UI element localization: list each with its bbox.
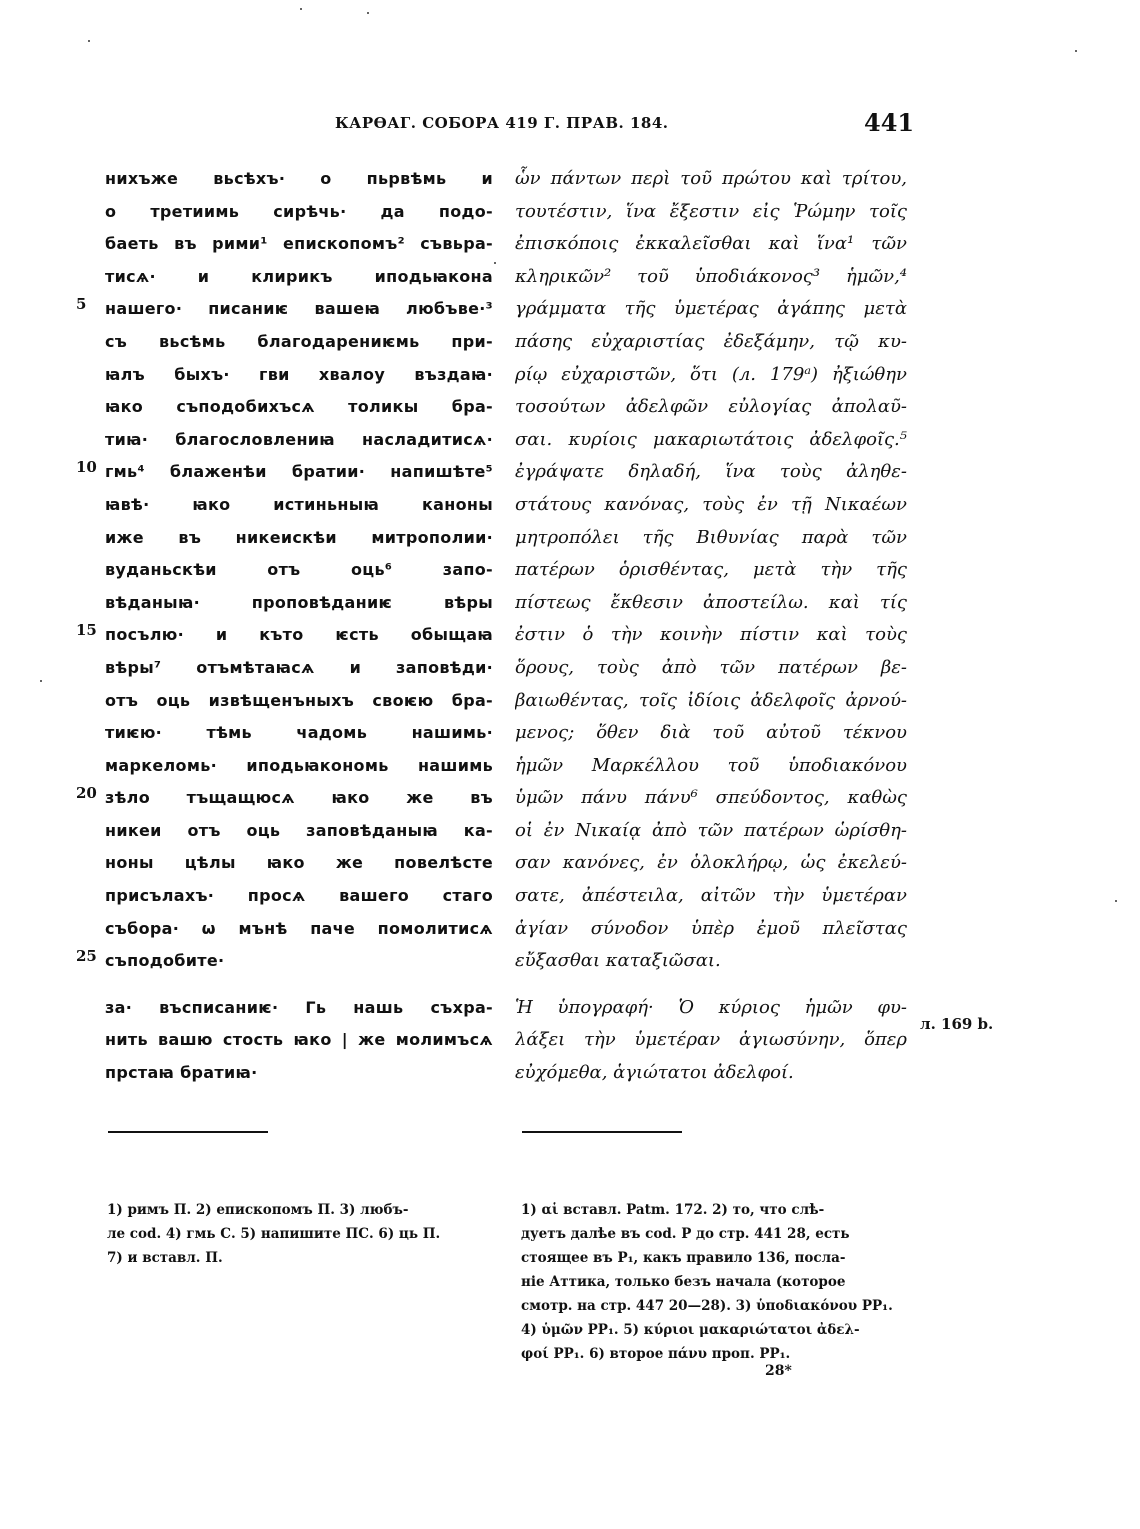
slavonic-line: нашего· писаниѥ вашеꙗ любъве·³	[105, 299, 493, 319]
slavonic-closing-line: прстаꙗ братиꙗ·	[105, 1063, 258, 1083]
greek-closing-line: εὐχόμεθα, ἁγιώτατοι ἀδελφοί.	[515, 1062, 794, 1084]
slavonic-line: иже въ никеискѣи митрополии·	[105, 527, 493, 547]
slavonic-line: вуданьскѣи отъ оць⁶ запо-	[105, 560, 493, 580]
greek-line: σαι. κυρίοις μακαριωτάτοις ἀδελφοῖς.⁵	[515, 428, 907, 450]
footnote-line: 1) αἱ вставл. Patm. 172. 2) то, что слѣ-	[521, 1202, 825, 1218]
footnote-line: 7) и вставл. П.	[107, 1250, 223, 1266]
line-number: 25	[76, 947, 97, 965]
slavonic-line: събора· ѡ мънѣ паче помолитисѧ	[105, 918, 493, 938]
slavonic-line: ꙗвѣ· ꙗко истиньныꙗ каноны	[105, 494, 493, 514]
greek-line: ἐπισκόποις ἐκκαλεῖσθαι καὶ ἵνα¹ τῶν	[515, 233, 907, 255]
slavonic-line: ноны цѣлы ꙗко же повелѣсте	[105, 853, 493, 873]
greek-line: κληρικῶν² τοῦ ὑποδιάκονος³ ἡμῶν,⁴	[515, 265, 907, 287]
footnote-line: смотр. на стр. 447 20—28). 3) ὑποδιακόνου PP₁.	[521, 1298, 893, 1314]
scan-speck	[367, 12, 369, 14]
greek-line: σατε, ἀπέστειλα, αἰτῶν τὴν ὑμετέραν	[515, 885, 907, 907]
margin-folio-note: л. 169 b.	[920, 1015, 994, 1033]
footnote-line: дуетъ далѣе въ cod. Р до стр. 441 28, есть	[521, 1226, 850, 1242]
page-header	[0, 108, 1140, 142]
slavonic-line: вѣры⁷ отъмѣтаꙗсѧ и заповѣди·	[105, 657, 493, 677]
slavonic-line: съ вьсѣмь благодарениѥмь при-	[105, 331, 493, 351]
page-number: 441	[864, 108, 915, 137]
slavonic-closing-line: за· въсписаниѥ· Гь нашь съхра-	[105, 997, 493, 1017]
greek-line: ἐστιν ὁ τὴν κοινὴν πίστιν καὶ τοὺς	[515, 624, 907, 646]
greek-line: ὅρους, τοὺς ἀπὸ τῶν πατέρων βε-	[515, 656, 907, 678]
greek-line: μητροπόλει τῆς Βιθυνίας παρὰ τῶν	[515, 526, 907, 548]
scan-speck	[40, 680, 42, 682]
greek-line: πατέρων ὁρισθέντας, μετὰ τὴν τῆς	[515, 559, 907, 581]
slavonic-line: ꙗко съподобихъсѧ толикы бра-	[105, 397, 493, 417]
scan-speck	[1115, 900, 1117, 902]
greek-line: ἐγράψατε δηλαδή, ἵνα τοὺς ἀληθε-	[515, 461, 907, 483]
line-number: 10	[76, 458, 97, 476]
slavonic-line: никеи отъ оць заповѣданыꙗ ка-	[105, 820, 493, 840]
greek-line: πάσης εὐχαριστίας ἐδεξάμην, τῷ κυ-	[515, 330, 907, 352]
greek-line: ἡμῶν Μαρκέλλου τοῦ ὑποδιακόνου	[515, 754, 907, 776]
greek-line: ἁγίαν σύνοδον ὑπὲρ ἐμοῦ πλεῖστας	[515, 917, 907, 939]
slavonic-column	[105, 163, 493, 1090]
footnotes-left	[107, 1198, 493, 1270]
footnote-line: ніе Аттика, только безъ начала (которое	[521, 1274, 846, 1290]
footnote-line: стоящее въ P₁, какъ правило 136, посла-	[521, 1250, 846, 1266]
greek-line: πίστεως ἔκθεσιν ἀποστείλω. καὶ τίς	[515, 591, 907, 613]
scan-speck	[494, 262, 496, 264]
slavonic-closing-line: нить вашю стость ꙗко | же молимъсѧ	[105, 1030, 493, 1050]
footnotes-right	[521, 1198, 911, 1366]
scan-speck	[1075, 50, 1077, 52]
slavonic-line: присълахъ· просѧ вашего стаго	[105, 886, 493, 906]
greek-line: εὔξασθαι καταξιῶσαι.	[515, 950, 721, 972]
slavonic-line: вѣданыꙗ· проповѣданиѥ вѣры	[105, 592, 493, 612]
line-number: 5	[76, 295, 87, 313]
scan-speck	[88, 40, 90, 42]
slavonic-line: тиѥю· тѣмь чадомь нашимь·	[105, 723, 493, 743]
footnote-line: 1) римъ П. 2) епископомъ П. 3) любъ-	[107, 1202, 409, 1218]
slavonic-line: зѣло тъщащюсѧ ꙗко же въ	[105, 788, 493, 808]
line-number: 20	[76, 784, 97, 802]
greek-line: ρίῳ εὐχαριστῶν, ὅτι (л. 179ᵃ) ἠξιώθην	[515, 363, 907, 385]
slavonic-line: отъ оць извѣщенъныхъ своѥю бра-	[105, 690, 493, 710]
greek-line: γράμματα τῆς ὑμετέρας ἀγάπης μετὰ	[515, 298, 907, 320]
greek-line: βαιωθέντας, τοῖς ἰδίοις ἀδελφοῖς ἀρνού-	[515, 689, 907, 711]
slavonic-line: съподобите·	[105, 951, 225, 971]
slavonic-line: тиꙗ· благословлениꙗ насладитисѧ·	[105, 429, 493, 449]
slavonic-line: ꙗлъ быхъ· гви хвалоу въздаꙗ·	[105, 364, 493, 384]
greek-closing-line: Ἡ ὑπογραφή· Ὁ κύριος ἡμῶν φυ-	[515, 996, 907, 1018]
signature-mark: 28*	[765, 1363, 792, 1379]
slavonic-line: тисѧ· и клирикъ иподьꙗкона	[105, 266, 493, 286]
greek-line: τοσούτων ἀδελφῶν εὐλογίας ἀπολαῦ-	[515, 396, 907, 418]
slavonic-line: о третиимь сирѣчь· да подо-	[105, 201, 493, 221]
line-number: 15	[76, 621, 97, 639]
greek-line: ὧν πάντων περὶ τοῦ πρώτου καὶ τρίτου,	[515, 168, 907, 189]
slavonic-line: посълю· и къто ѥсть обыщаꙗ	[105, 625, 493, 645]
greek-line: σαν κανόνες, ἐν ὁλοκλήρῳ, ὡς ἐκελεύ-	[515, 852, 907, 874]
running-title: КАРѲАГ. СОБОРА 419 Г. ПРАВ. 184.	[335, 114, 669, 132]
slavonic-line: нихъже вьсѣхъ· о пьрвѣмь и	[105, 169, 493, 188]
greek-column	[515, 163, 907, 1090]
footnote-line: ле cod. 4) гмь С. 5) напишите ПС. 6) ць П.	[107, 1226, 441, 1242]
slavonic-line: гмь⁴ блаженѣи братии· напишѣте⁵	[105, 462, 493, 482]
greek-line: μενος; ὅθεν διὰ τοῦ αὐτοῦ τέκνου	[515, 722, 907, 744]
footnote-line: 4) ὑμῶν PP₁. 5) κύριοι μακαριώτατοι ἀδελ-	[521, 1322, 860, 1338]
greek-line: τουτέστιν, ἵνα ἔξεστιν εἰς Ῥώμην τοῖς	[515, 200, 907, 222]
greek-line: ὑμῶν πάνυ πάνυ⁶ σπεύδοντος, καθὼς	[515, 787, 907, 809]
slavonic-line: баеть въ рими¹ епископомъ² съвьра-	[105, 234, 493, 254]
greek-line: οἱ ἐν Νικαίᾳ ἀπὸ τῶν πατέρων ὡρίσθη-	[515, 819, 907, 841]
footnote-rule-right	[522, 1131, 682, 1133]
greek-line: στάτους κανόνας, τοὺς ἐν τῇ Νικαέων	[515, 493, 907, 515]
scan-speck	[300, 8, 302, 10]
footnote-rule-left	[108, 1131, 268, 1133]
greek-closing-line: λάξει τὴν ὑμετέραν ἁγιωσύνην, ὅπερ	[515, 1029, 907, 1051]
slavonic-line: маркеломь· иподьꙗкономь нашимь	[105, 755, 493, 775]
footnote-line: φοί PP₁. 6) второе πάνυ проп. PP₁.	[521, 1346, 791, 1362]
